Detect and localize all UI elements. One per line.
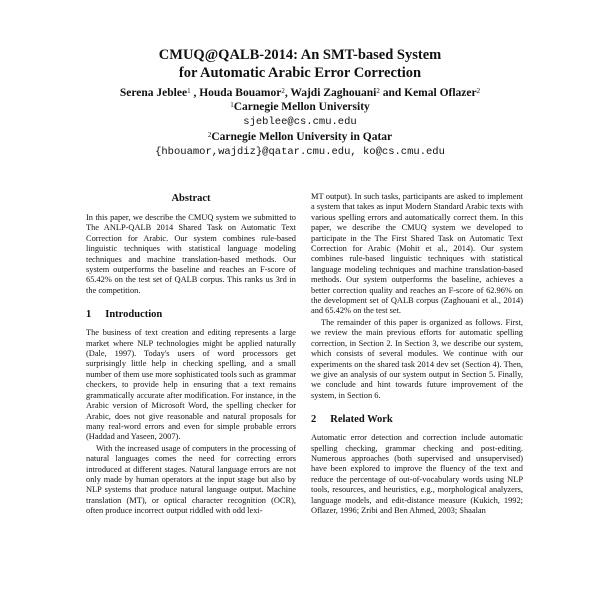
- author-and: and: [382, 87, 402, 99]
- author-affiliation-mark: 1: [187, 87, 191, 95]
- author-name: Wajdi Zaghouani: [290, 87, 377, 99]
- abstract-heading: Abstract: [171, 193, 211, 204]
- affiliation-name: Carnegie Mellon University: [233, 101, 370, 113]
- author-separator: ,: [284, 87, 288, 99]
- email-1: sjeblee@cs.cmu.edu: [243, 116, 357, 128]
- affiliation-2: [0, 130, 600, 144]
- abstract-text: In this paper, we describe the CMUQ system we submitted to The ANLP-QALB 2014 Shared Task on Automatic Text Correction for Arabic. Our system combines rule-based linguistic techniques with statistical language modeling techniques and machine translation-based methods. Our system outperforms the baseline and reaches an F-score of 65.42% on the test set of QALB corpus. This ranks us 3rd in the competition.: [86, 213, 296, 295]
- affiliation-mark: 2: [207, 131, 212, 139]
- intro-paragraph-3: MT output). In such tasks, participants are asked to implement a system that takes as input Modern Standard Arabic texts with various spelling errors and automatically correct them. In this paper, we describe the CMUQ system we developed to participate in the The First Shared Task on Automatic Text Correction for Arabic (Mohit et al., 2014). Our system combines rule-based linguistic techniques with statistical language modeling techniques and machine translation-based methods. Our system outperforms the baseline, achieves a better correction quality and reaches an F-score of 62.96% on the development set of QALB corpus (Zaghouani et al., 2014) and 65.42% on the test set.: [311, 192, 523, 316]
- author-name: Houda Bouamor: [199, 87, 282, 99]
- author-affiliation-mark: 2: [476, 87, 481, 95]
- related-work-paragraph-1: Automatic error detection and correction include automatic spelling checking, grammar checking and post-editing. Numerous approaches (both supervised and unsupervised) have been explored to improve the fluency of the text and reduce the percentage of out-of-vocabulary words using NLP tools, resources, and heuristics, e.g., morphological analyzers, language models, and edit-distance measure (Kukich, 1992; Oflazer, 1996; Zribi and Ben Ahmed, 2003; Shaalan: [311, 433, 523, 515]
- affiliation-name: Carnegie Mellon University in Qatar: [211, 131, 393, 143]
- author-list: [0, 86, 600, 100]
- intro-paragraph-1: The business of text creation and editing represents a large market where NLP technologies might be applied naturally (Dale, 1997). Today's users of word processors get surprisingly little help in checking spelling, and a small number of them use more sophisticated tools such as grammar checkers, to provide help in ensuring that a text remains grammatically accurate after modification. For instance, in the Arabic version of Microsoft Word, the spelling checker for Arabic, does not give reasonable and natural proposals for many real-word errors and even for simple probable errors (Haddad and Yaseen, 2007).: [86, 328, 296, 442]
- section-title: Related Work: [330, 414, 393, 426]
- paper-title-line-2: for Automatic Arabic Error Correction: [178, 65, 422, 81]
- email-2: {hbouamor,wajdiz}@qatar.cmu.edu, ko@cs.cmu.edu: [155, 146, 445, 158]
- author-name: Serena Jeblee: [119, 87, 188, 99]
- intro-paragraph-2: With the increased usage of computers in the processing of natural languages comes the need for correcting errors introduced at different stages. Natural language errors are not only made by human operators at the input stage but also by NLP systems that produce natural language output. Machine translation (MT), or optical character recognition (OCR), often produce incorrect output riddled with odd lexi-: [86, 443, 296, 516]
- section-number: 2: [311, 414, 317, 426]
- affiliation-mark: 1: [230, 101, 234, 109]
- section-heading-introduction: [86, 308, 296, 322]
- author-separator: ,: [193, 87, 197, 99]
- section-number: 1: [86, 309, 92, 321]
- right-column: [311, 192, 523, 516]
- section-title: Introduction: [105, 309, 163, 321]
- left-column: [86, 192, 296, 517]
- paper-title-line-1: CMUQ@QALB-2014: An SMT-based System: [158, 47, 442, 63]
- section-heading-related-work: [311, 413, 523, 427]
- affiliation-1: [0, 100, 600, 114]
- author-affiliation-mark: 2: [281, 87, 285, 95]
- author-name: Kemal Oflazer: [404, 87, 477, 99]
- intro-paragraph-4: The remainder of this paper is organized as follows. First, we review the main previous efforts for automatic spelling correction, in Section 2. In Section 3, we describe our system, which consists of several modules. We continue with our experiments on the shared task 2014 dev set (Section 4). Then, we give an analysis of our system output in Section 5. Finally, we conclude and hint towards future improvement of the system, in Section 6.: [311, 317, 523, 400]
- author-affiliation-mark: 2: [376, 87, 380, 95]
